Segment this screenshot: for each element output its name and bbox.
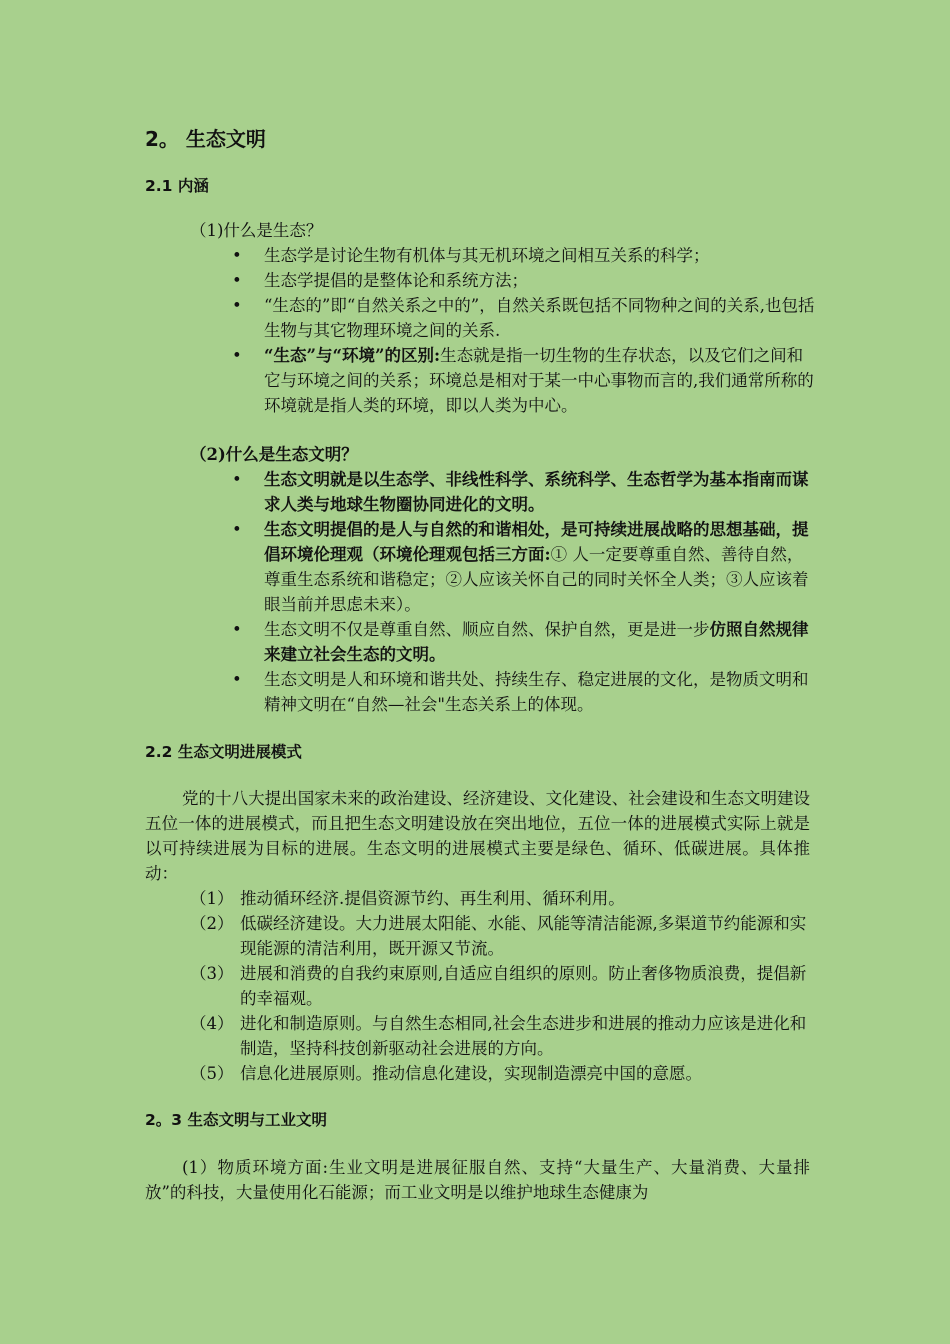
bullet-icon: • [232,470,242,489]
list-item-text: 生态文明不仅是尊重自然、顺应自然、保护自然，更是进一步 [264,620,710,639]
section-2-2-paragraph: 党的十八大提出国家未来的政治建设、经济建设、文化建设、社会建设和生态文明建设五位一体的进展模式，而且把生态文明建设放在突出地位，五位一体的进展模式实际上就是以可持续进展为目标的进展。生态文明的进展模式主要是绿色、循环、低碳进展。具体推动： [145,789,810,883]
list-item-text: 生态学是讨论生物有机体与其无机环境之间相互关系的科学； [264,246,710,265]
section-2-1-heading: 2.1 内涵 [145,177,209,195]
list-number: （5） [190,1064,234,1083]
list-number: （1） [190,889,234,908]
list-item [232,617,817,667]
list-item-text: 生态文明是人和环境和谐共处、持续生存、稳定进展的文化，是物质文明和精神文明在“自然—社会"生态关系上的体现。 [264,670,809,714]
bullet-icon: • [232,271,242,290]
list-item [232,268,817,293]
list-item-text: 推动循环经济.提倡资源节约、再生利用、循环利用。 [240,889,625,908]
list-item-text: 低碳经济建设。大力进展太阳能、水能、风能等清洁能源,多渠道节约能源和实现能源的清洁利用，既开源又节流。 [240,914,807,958]
list-item-bold-text: “生态”与“环境”的区别: [264,346,441,365]
list-item-text: 进化和制造原则。与自然生态相同,社会生态进步和进展的推动力应该是进化和制造，坚持科技创新驱动社会进展的方向。 [240,1014,807,1058]
section-2-2-heading: 2.2 生态文明进展模式 [145,743,302,761]
list-item-bold-text: 仿照自然规律来建立社会生态的文明。 [264,620,809,664]
list-item-text: 进展和消费的自我约束原则,自适应自组织的原则。防止奢侈物质浪费，提倡新的幸福观。 [240,964,807,1008]
list-number: （2） [190,914,234,933]
list-item [232,467,817,517]
chapter-heading: 2。 生态文明 [145,127,266,151]
list-number: （3） [190,964,234,983]
list-item-bold-text: 生态文明提倡的是人与自然的和谐相处，是可持续进展战略的思想基础，提倡环境伦理观（环境伦理观包括三方面: [264,520,809,564]
section-2-3-paragraph: (1）物质环境方面:生业文明是进展征服自然、支持“大量生产、大量消费、大量排放”的科技，大量使用化石能源；而工业文明是以维护地球生态健康为 [145,1158,810,1202]
list-item-text: ① 人一定要尊重自然、善待自然，尊重生态系统和谐稳定；②人应该关怀自己的同时关怀全人类；③人应该着眼当前并思虑未来）。 [264,545,809,614]
list-item-bold-text: 生态文明就是以生态学、非线性科学、系统科学、生态哲学为基本指南而谋求人类与地球生物圈协同进化的文明。 [264,470,809,514]
list-number: （4） [190,1014,234,1033]
list-item [190,886,810,911]
numbered-list [190,886,810,1086]
list-item-text: 生态学提倡的是整体论和系统方法； [264,271,528,290]
bullet-icon: • [232,346,242,365]
list-item [190,911,810,961]
list-item [232,243,817,268]
question-2: （2)什么是生态文明？ [190,445,358,464]
list-item [190,1011,810,1061]
list-item-text: “生态的”即“自然关系之中的”，自然关系既包括不同物种之间的关系,也包括生物与其它物理环境之间的关系. [264,296,815,340]
bullet-icon: • [232,246,242,265]
civilization-bullet-list [232,467,817,717]
section-2-3-heading: 2。3 生态文明与工业文明 [145,1111,327,1129]
bullet-icon: • [232,620,242,639]
list-item-text: 信息化进展原则。推动信息化建设，实现制造漂亮中国的意愿。 [240,1064,702,1083]
list-item-text: 生态就是指一切生物的生存状态，以及它们之间和它与环境之间的关系；环境总是相对于某一中心事物而言的,我们通常所称的环境就是指人类的环境，即以人类为中心。 [264,346,814,415]
list-item [232,667,817,717]
question-1: （1)什么是生态？ [190,221,323,240]
list-item [232,343,817,418]
bullet-icon: • [232,670,242,689]
list-item [190,1061,810,1086]
ecology-bullet-list [232,243,817,418]
bullet-icon: • [232,296,242,315]
list-item [232,293,817,343]
bullet-icon: • [232,520,242,539]
list-item [190,961,810,1011]
list-item [232,517,817,617]
